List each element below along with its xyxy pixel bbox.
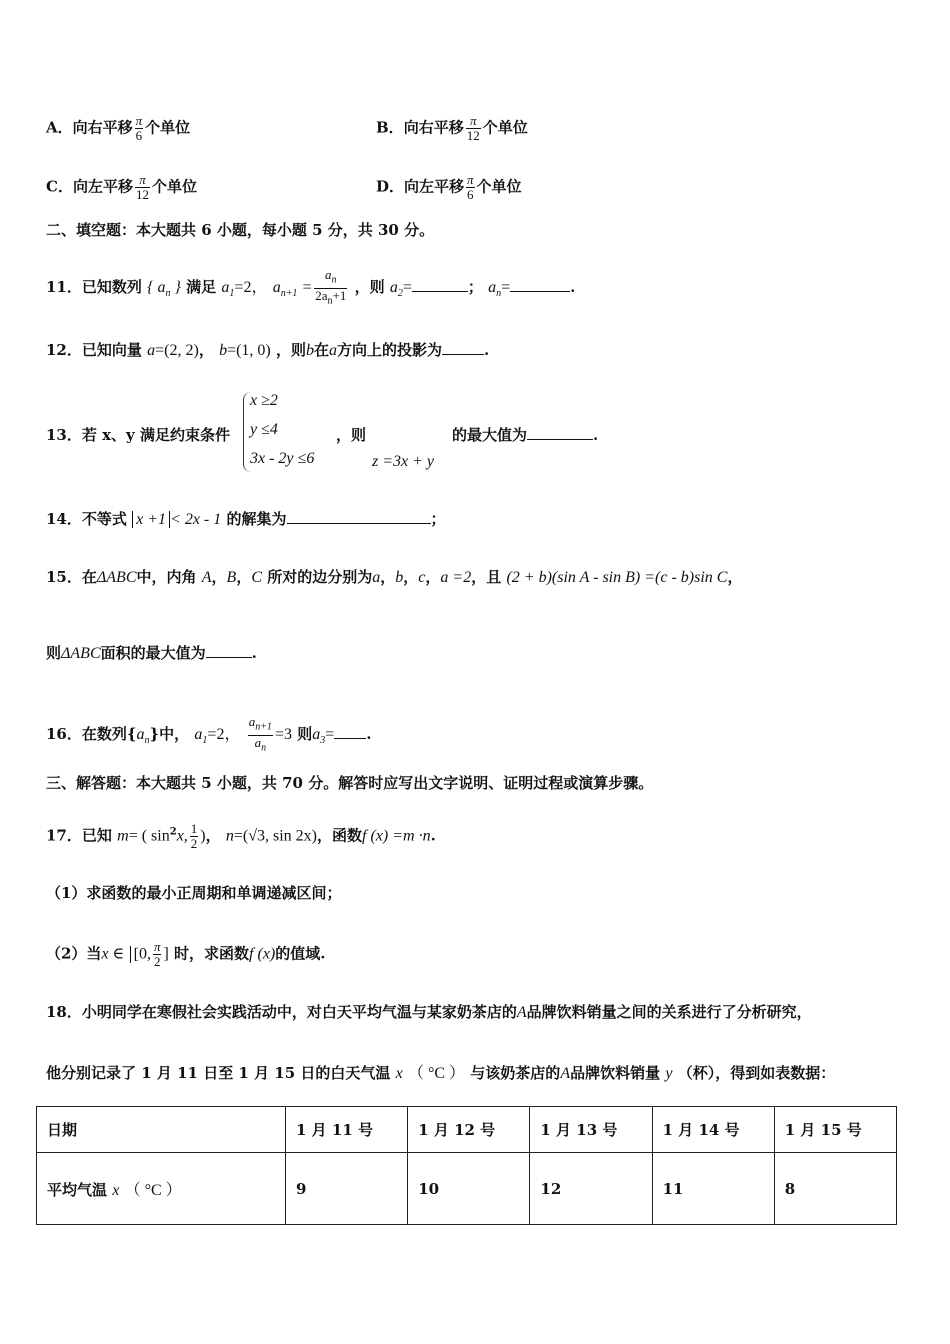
question-16: 16．在数列$\{a_n\}$中， $a_1=2$， $\frac{a_{n+1}}{a_n}$ =3 则$a_3=$ . [46, 714, 372, 754]
table-cell: 8 [774, 1153, 896, 1225]
question-14: 14．不等式 x +1 < 2x - 1 的解集为 ； [46, 510, 446, 528]
option-b: B．向右平移 $\frac{\pi}{12}$ 个单位 [376, 113, 528, 143]
question-18-line-1: 18．小明同学在寒假社会实践活动中，对白天平均气温与某家奶茶店的A品牌饮料销量之间的关系进行了分析研究， [46, 1003, 812, 1021]
question-13: 13．若 x、y 满足约束条件 [46, 426, 230, 444]
table-cell: 11 [652, 1153, 774, 1225]
question-18-line-2: 他分别记录了 1 月 11 日至 1 月 15 日的白天气温 x （ °C ） 与该奶茶店的A品牌饮料销量 y （杯），得到如表数据： [46, 1064, 836, 1082]
table-row-label: 平均气温 x （ °C ） [37, 1153, 286, 1225]
section-3-heading: 三、解答题：本大题共 5 小题，共 70 分。解答时应写出文字说明、证明过程或演算步骤。 [46, 774, 654, 792]
table-row [37, 1153, 897, 1225]
section-2-heading: 二、填空题：本大题共 6 小题，每小题 5 分，共 30 分。 [46, 221, 435, 239]
objective-function: z =3x + y [372, 453, 435, 470]
option-a: A．向右平移 $\frac{\pi}{6}$ 个单位 [46, 113, 191, 143]
question-13-then: ，则 [336, 426, 367, 444]
question-15-cont: 则ΔABC面积的最大值为 . [46, 644, 257, 662]
constraint-3: 3x - 2y ≤6 [250, 450, 315, 467]
table-cell: 10 [408, 1153, 530, 1225]
question-17-part-2: （2）当x ∈ [0, $\frac{\pi}{2}$ ] 时，求函数f (x)的值域. [46, 939, 326, 969]
question-13-ask: 的最大值为 . [452, 426, 599, 444]
table-cell: 9 [286, 1153, 408, 1225]
table-cell: 1 月 12 号 [408, 1107, 530, 1153]
question-12: 12．已知向量 a=(2, 2)， b=(1, 0) ，则b在a方向上的投影为 . [46, 341, 490, 359]
question-17-part-1: （1）求函数的最小正周期和单调递减区间； [46, 884, 342, 902]
constraint-1: x ≥2 [250, 392, 278, 409]
table-cell: 12 [530, 1153, 652, 1225]
question-11: 11．已知数列 { $a_n$ } 满足 $a_1=2$， $a_{n+1}$ = $\frac{a_n}{2a_n+1}$ ，则 $a_2=$ ； $a_n=$ . [46, 267, 576, 307]
question-17: 17．已知 m= ( $\sin^2x$, $\frac{1}{2}$ )， n=(√3, sin 2x)，函数f (x) =m ·n. [46, 821, 436, 851]
table-cell: 1 月 11 号 [286, 1107, 408, 1153]
table-cell: 1 月 15 号 [774, 1107, 896, 1153]
option-d: D．向左平移 $\frac{\pi}{6}$ 个单位 [376, 172, 522, 202]
question-15: 15．在ΔABC中，内角 A，B，C 所对的边分别为a，b，c，a =2，且 (2 + b)(sin A - sin B) =(c - b)sin C， [46, 568, 743, 586]
temperature-table [36, 1106, 897, 1225]
table-header-row [37, 1107, 897, 1153]
constraint-2: y ≤4 [250, 421, 278, 438]
table-cell: 日期 [37, 1107, 286, 1153]
table-cell: 1 月 14 号 [652, 1107, 774, 1153]
option-c: C．向左平移 $\frac{\pi}{12}$ 个单位 [46, 172, 197, 202]
table-cell: 1 月 13 号 [530, 1107, 652, 1153]
